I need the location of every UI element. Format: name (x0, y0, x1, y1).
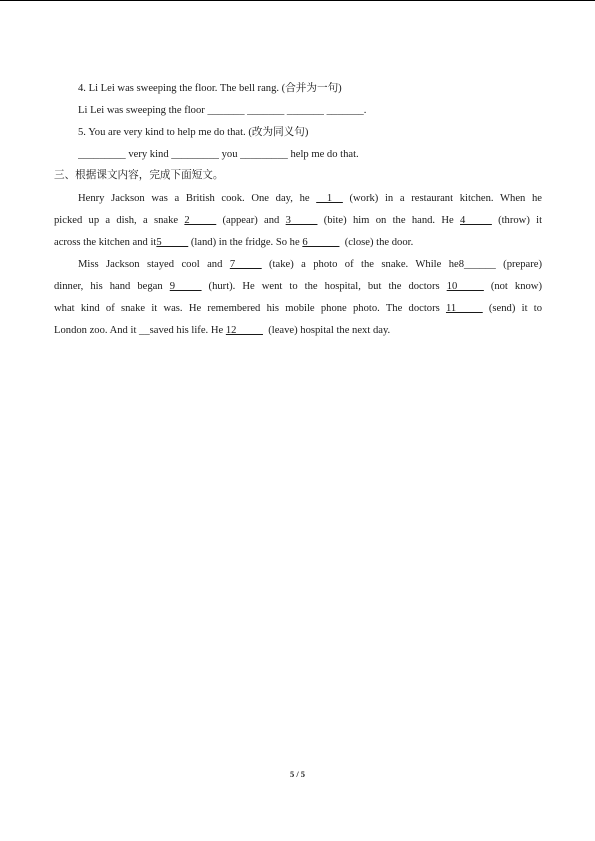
passage-text: across the kitchen and it (54, 237, 157, 248)
passage-2-line-1 (78, 258, 542, 272)
blank-3: 3_____ (285, 215, 318, 226)
passage-2-line-3 (54, 302, 542, 316)
page-number: 5 / 5 (289, 769, 306, 779)
passage-text: Henry Jackson was a British cook. One day, he (78, 193, 310, 204)
passage-text: (work) in a restaurant kitchen. When he (349, 193, 542, 204)
passage-text: dinner, his hand began (54, 281, 163, 292)
passage-text: (bite) him on the hand. He (323, 215, 454, 226)
passage-text: (appear) and (222, 215, 280, 226)
top-border-line (0, 0, 595, 1)
passage-1-line-3 (54, 236, 542, 250)
passage-text: (leave) hospital the next day. (268, 325, 391, 336)
passage-text: (take) a photo of the snake. While he8______ (prepare) (269, 259, 542, 270)
blank-11: 11_____ (445, 303, 483, 314)
passage-text: (close) the door. (344, 237, 414, 248)
passage-text: what kind of snake it was. He remembered his mobile phone photo. The doctors (54, 303, 440, 314)
question-5-prompt: 5. You are very kind to help me do that. (改为同义句) (78, 127, 309, 138)
blank-4: 4_____ (460, 215, 492, 226)
blank-5: 5_____ (156, 237, 189, 248)
passage-text: London zoo. And it __saved his life. He (54, 325, 224, 336)
passage-text: (land) in the fridge. So he (190, 237, 300, 248)
blank-12: 12_____ (225, 325, 263, 336)
passage-text: (not know) (490, 281, 542, 292)
question-5-answer-line: _________ very kind _________ you _________ help me do that. (78, 149, 359, 160)
passage-text: picked up a dish, a snake (54, 215, 179, 226)
blank-7: 7_____ (229, 259, 262, 270)
passage-1-line-1 (78, 192, 542, 206)
passage-2-line-4 (54, 324, 542, 338)
passage-text: (throw) it (498, 215, 542, 226)
passage-text: (send) it to (488, 303, 542, 314)
blank-10: 10_____ (446, 281, 484, 292)
passage-1-line-2 (54, 214, 542, 228)
blank-6: 6______ (302, 237, 340, 248)
passage-text: Miss Jackson stayed cool and (78, 259, 223, 270)
blank-9: 9_____ (169, 281, 202, 292)
question-4-answer-line: Li Lei was sweeping the floor _______ _______ _______ _______. (78, 105, 367, 116)
passage-2-line-2 (54, 280, 542, 294)
blank-2: 2_____ (184, 215, 217, 226)
blank-1: __1__ (316, 193, 343, 204)
question-4-prompt: 4. Li Lei was sweeping the floor. The bell rang. (合并为一句) (78, 83, 342, 94)
passage-text: (hurt). He went to the hospital, but the doctors (208, 281, 440, 292)
section-3-heading: 三、根据课文内容，完成下面短文。 (54, 170, 224, 181)
